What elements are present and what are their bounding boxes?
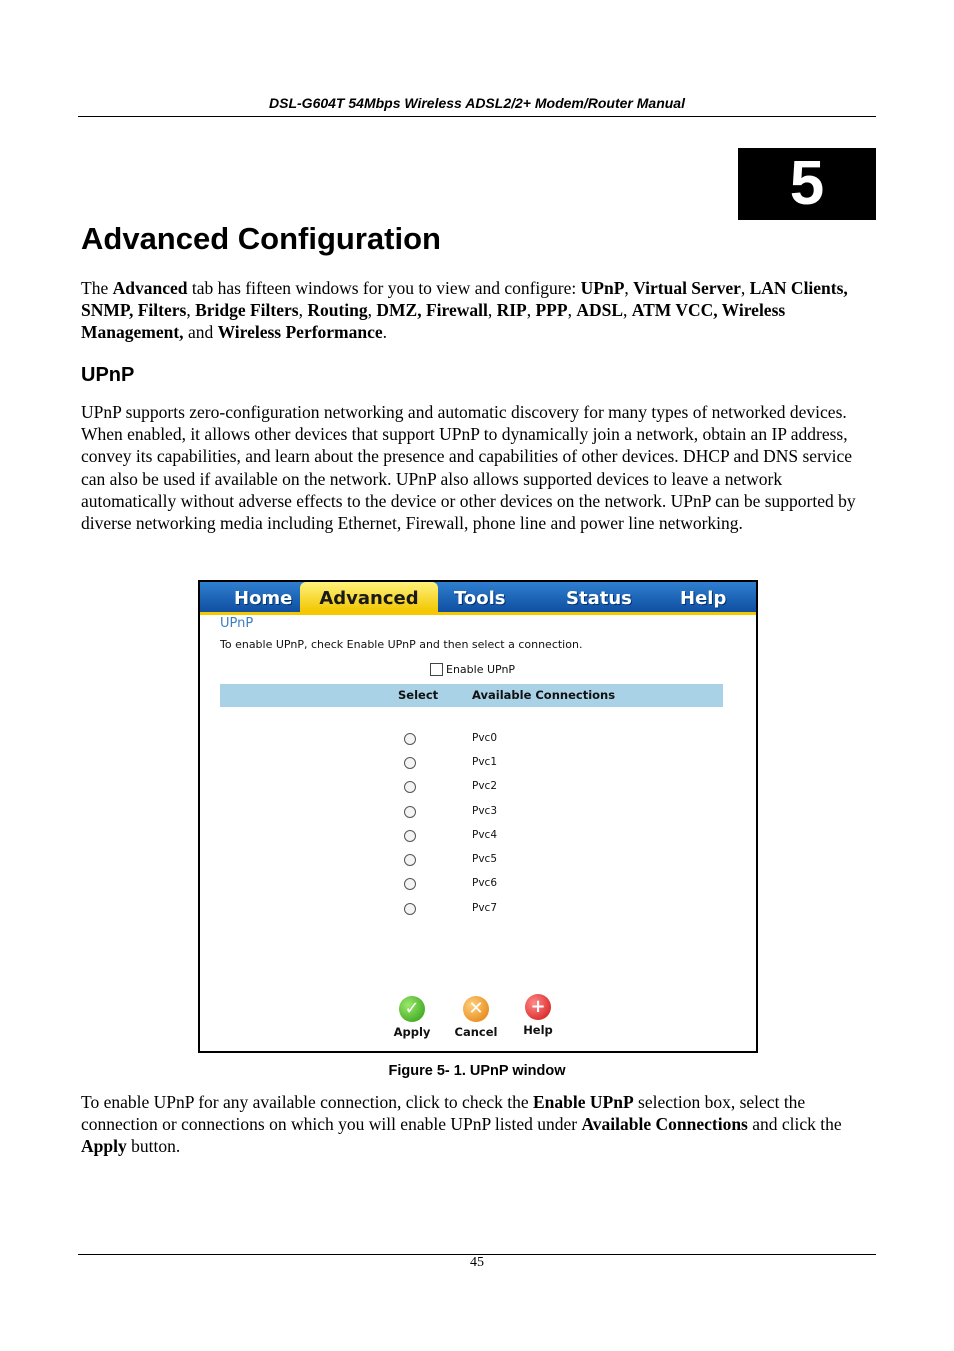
chapter-number: 5 <box>738 148 876 220</box>
radio-pvc1[interactable] <box>404 757 416 769</box>
figure-caption: Figure 5- 1. UPnP window <box>388 1063 566 1079</box>
tab-bar <box>200 582 756 612</box>
enable-upnp-checkbox[interactable] <box>430 663 443 676</box>
check-icon: ✓ <box>399 996 425 1022</box>
help-label: Help <box>523 1023 553 1037</box>
radio-pvc3[interactable] <box>404 806 416 818</box>
tab-underline <box>200 612 756 615</box>
connection-label: Pvc1 <box>472 756 497 768</box>
radio-pvc6[interactable] <box>404 878 416 890</box>
tab-tools[interactable]: Tools <box>454 588 506 609</box>
intro-paragraph: The Advanced tab has fifteen windows for you to view and configure: UPnP, Virtual Server, LAN Clients, SNMP, Filters, Bridge Filters, Routing, DMZ, Firewall, RIP, PPP, ADSL, ATM VCC, Wireless Management, and Wireless Performance. <box>81 278 848 343</box>
tab-home[interactable]: Home <box>234 588 293 609</box>
section-title: UPnP <box>81 364 135 386</box>
connection-label: Pvc4 <box>472 829 497 841</box>
radio-pvc0[interactable] <box>404 733 416 745</box>
connection-label: Pvc3 <box>472 805 497 817</box>
panel-title: UPnP <box>220 616 254 631</box>
panel-description: To enable UPnP, check Enable UPnP and then select a connection. <box>220 638 583 651</box>
connection-label: Pvc0 <box>472 732 497 744</box>
plus-icon: + <box>525 994 551 1020</box>
tab-help[interactable]: Help <box>680 588 727 609</box>
connections-column-header: Available Connections <box>472 688 616 702</box>
section-body: UPnP supports zero-configuration networking and automatic discovery for many types of networked devices. When enabled, it allows other devices that support UPnP to dynamically join a network, obtain an IP address, convey its capabilities, and learn about the presence and capabilities of other devices. DHCP and DNS service can also be used if available on the network. UPnP also allows supported devices to leave a network automatically without adverse effects to the device or other devices on the network. UPnP can be supported by diverse networking media including Ethernet, Firewall, phone line and power line networking. <box>81 402 856 534</box>
page-number: 45 <box>470 1255 484 1270</box>
connection-label: Pvc5 <box>472 853 497 865</box>
enable-upnp-label: Enable UPnP <box>446 663 516 676</box>
tab-advanced[interactable]: Advanced <box>300 582 438 612</box>
connection-label: Pvc2 <box>472 780 497 792</box>
running-header: DSL-G604T 54Mbps Wireless ADSL2/2+ Modem/Router Manual <box>269 95 685 111</box>
apply-button[interactable] <box>388 996 436 1039</box>
connections-header <box>220 684 723 707</box>
upnp-window-screenshot <box>198 580 758 1053</box>
select-column-header: Select <box>398 688 439 702</box>
instructions-paragraph: To enable UPnP for any available connection, click to check the Enable UPnP selection box, select the connection or connections on which you will enable UPnP listed under Available Connections and click the Apply button. <box>81 1092 842 1157</box>
chapter-title: Advanced Configuration <box>81 221 441 256</box>
radio-pvc2[interactable] <box>404 781 416 793</box>
cancel-button[interactable] <box>452 996 500 1039</box>
radio-pvc5[interactable] <box>404 854 416 866</box>
connection-label: Pvc6 <box>472 877 497 889</box>
radio-pvc7[interactable] <box>404 903 416 915</box>
x-icon: ✕ <box>463 996 489 1022</box>
connection-label: Pvc7 <box>472 902 497 914</box>
header-rule <box>78 116 876 117</box>
radio-pvc4[interactable] <box>404 830 416 842</box>
apply-label: Apply <box>393 1025 431 1039</box>
tab-status[interactable]: Status <box>566 588 632 609</box>
enable-upnp-row[interactable] <box>430 663 515 676</box>
help-button[interactable] <box>514 994 562 1037</box>
cancel-label: Cancel <box>454 1025 498 1039</box>
